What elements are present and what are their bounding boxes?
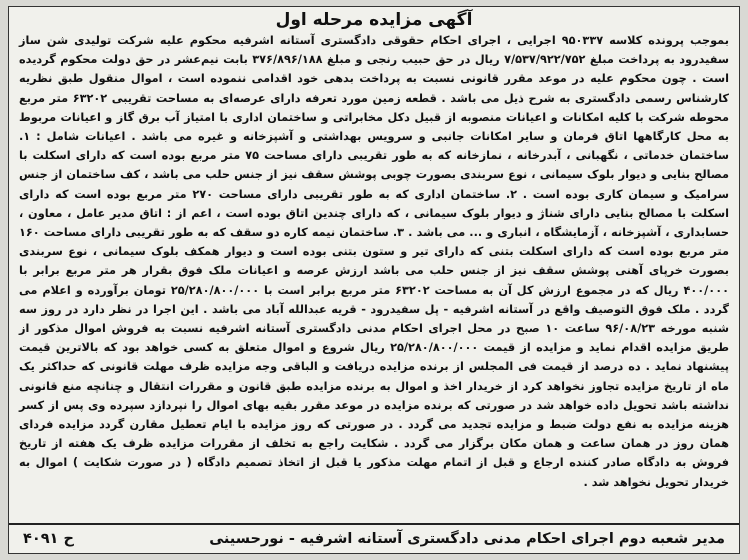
footer-code: ح ۴۰۹۱ bbox=[23, 531, 74, 547]
notice-body: بموجب پرونده کلاسه ۹۵۰۳۳۷ اجرایی ، اجرای احکام حقوقی دادگستری آستانه اشرفیه محکوم علیه شرکت تولیدی شن ساز سفیدرود به پرداخت مبلغ ۷/۵۳۷/۹۲۲/۷۵۲ ریال در حق حبیب رنجی و مبلغ ۳۷۶/۸۹۶/۱۸۸ بابت نیم‌عشر در حق دولت محکوم گردیده است . چون محکوم علیه در موعد مقرر قانونی نسبت به پرداخت بدهی خود اقدامی ننموده است ، اموال منقول طبق نظریه کارشناس رسمی دادگستری به شرح ذیل می باشد . قطعه زمین مورد تعرفه دارای عرصه‌ای به مساحت تقریبی ۶۳۲۰۲ متر مربع محوطه شرکت با کلیه امکانات و اعیانات منصوبه از قبیل دکل مخابراتی و ساختمان اداری با امتیاز آب برق گاز و اعیانات مربوط به محل کارگاهها اتاق فرمان و سایر امکانات جانبی و سرویس بهداشتی و آشپزخانه و غیره می باشد . اعیانات شامل : ۱. ساختمان خدماتی ، نگهبانی ، آبدرخانه ، نمازخانه که به طور تقریبی دارای مساحت ۷۵ متر مربع بوده است که دارای اسکلت با مصالح بنایی و دیوار بلوک سیمانی ، نوع سربندی بصورت چوبی پوشش سقف نیز از جنس حلب می باشد ، کف ساختمان از جنس سرامیک و سیمان کاری بوده است . ۲. ساختمان اداری که به طور تقریبی دارای مساحت ۲۷۰ متر مربع بوده است که دارای اسکلت با مصالح بنایی دارای شناژ و دیوار بلوک سیمانی ، که دارای چندین اتاق بوده است ، اعم از : اتاق مدیر عامل ، معاون ، حسابداری ، آشپزخانه ، آزمایشگاه ، انباری و ... می باشد . ۳. ساختمان نیمه کاره دو سقف که به طور تقریبی دارای مساحت ۱۶۰ متر مربع بوده است که دارای اسکلت بتنی که دارای تیر و ستون بتنی بوده است و دیوار همکف بلوک سیمانی ، نوع سربندی بصورت خرپای آهنی پوشش سقف نیز از جنس حلب می باشد ارزش عرصه و اعیانات ملک فوق بقرار هر متر مربع برابر با ۴۰۰/۰۰۰ ریال که در مجموع ارزش کل آن به مساحت ۶۳۲۰۲ متر مربع برابر است با ۲۵/۲۸۰/۸۰۰/۰۰۰ تومان برآورده و اعلام می گردد . ملک فوق التوصیف واقع در آستانه اشرفیه - پل سفیدرود - قریه عبدالله آباد می باشد . این اجرا در نظر دارد در روز سه شنبه مورخه ۹۶/۰۸/۲۳ ساعت ۱۰ صبح در محل اجرای احکام مدنی دادگستری آستانه اشرفیه نسبت به فروش اموال مذکور از طریق مزایده اقدام نماید و مزایده از قیمت ۲۵/۲۸۰/۸۰۰/۰۰۰ ریال شروع و اموال متعلق به کسی خواهد بود که بالاترین قیمت پیشنهاد نماید . ده درصد از قیمت فی المجلس از برنده مزایده دریافت و الباقی وجه مزایده ظرف مهلت قانونی که حداکثر یک ماه از تاریخ مزایده تجاوز نخواهد کرد از خریدار اخذ و اموال به برنده مزایده طبق قانون و مقررات انتقال و چنانچه منع قانونی نداشته باشد تحویل داده خواهد شد در صورتی که برنده مزایده در موعد مقرر بقیه بهای اموال را نپردازد سپرده وی پس از کسر هزینه مزایده به نفع دولت ضبط و مزایده تجدید می گردد . در صورتی که روز مزایده با ایام تعطیل مقارن گردد مزایده فردای همان روز در همان ساعت و همان مکان برگزار می گردد . شکایت راجع به تخلف از مقررات مزایده ظرف یک هفته از تاریخ فروش به دادگاه صادر کننده ارجاع و قبل از اتمام مهلت مذکور یا قبل از اتخاذ تصمیم دادگاه ( در صورت شکایت ) اموال به خریدار تحویل نخواهد شد . bbox=[19, 34, 730, 489]
footer-signature: مدیر شعبه دوم اجرای احکام مدنی دادگستری آستانه اشرفیه - نورحسینی bbox=[209, 531, 725, 547]
notice-page bbox=[8, 6, 740, 554]
notice-title: آگهی مزایده مرحله اول bbox=[275, 10, 473, 30]
notice-footer bbox=[9, 523, 739, 553]
